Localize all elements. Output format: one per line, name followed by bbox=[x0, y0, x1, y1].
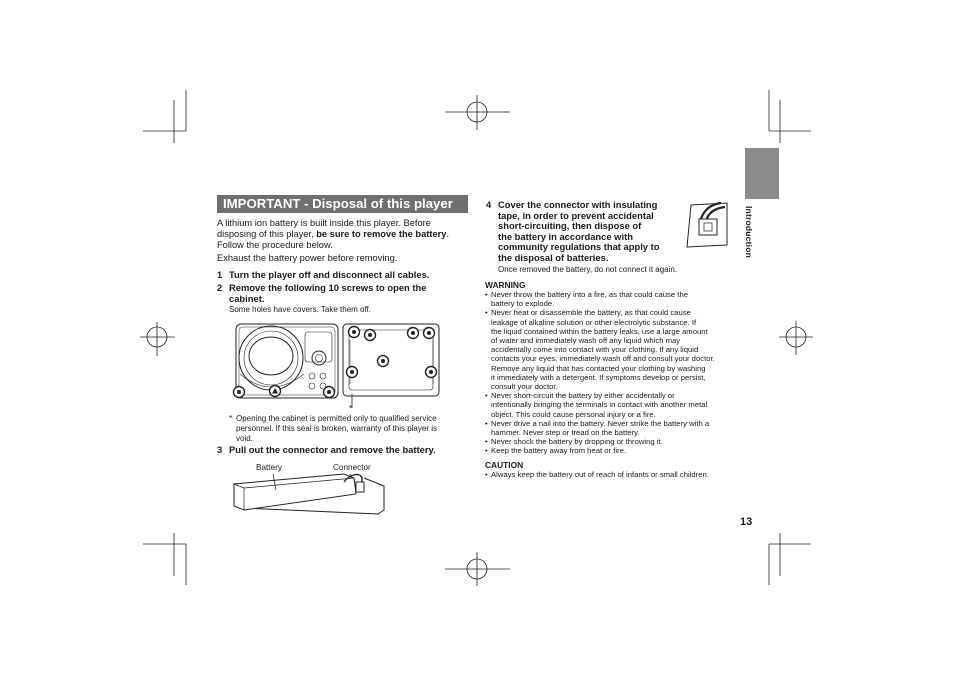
connector-icon bbox=[356, 482, 364, 492]
intro-line-2 bbox=[217, 229, 449, 240]
player-control-panel bbox=[305, 332, 332, 362]
player-display bbox=[249, 337, 293, 375]
warning-bullet bbox=[485, 290, 745, 310]
insulated-connector-figure bbox=[685, 197, 731, 249]
step-2-number: 2 bbox=[217, 282, 223, 293]
tape-icon bbox=[699, 219, 717, 235]
player-control-knob bbox=[312, 351, 326, 365]
warning-text: of water and immediately wash off any liquid which may bbox=[491, 335, 681, 345]
warning-text: Never shock the battery by dropping or throwing it. bbox=[491, 437, 663, 447]
bullet-icon: • bbox=[485, 470, 488, 479]
warning-bullet bbox=[485, 419, 745, 438]
player-button bbox=[309, 373, 315, 379]
step-1-number: 1 bbox=[217, 269, 223, 280]
intro-line-1: A lithium ion battery is built inside this player. Before bbox=[217, 218, 431, 228]
screw-head-icon bbox=[427, 331, 431, 335]
intro-text: disposing of this player, bbox=[217, 229, 317, 239]
section-tab bbox=[745, 148, 779, 199]
step-1 bbox=[217, 269, 477, 281]
warning-text: the liquid contained within the battery leaks, use a large amount bbox=[491, 326, 708, 336]
intro-period: . bbox=[446, 229, 450, 239]
step-2 bbox=[217, 282, 477, 306]
bullet-icon: • bbox=[485, 290, 488, 299]
step-4-line: Cover the connector with insulating bbox=[498, 199, 658, 210]
footnote-line-1: Opening the cabinet is permitted only to qualified service bbox=[236, 414, 437, 423]
player-rear-inner bbox=[349, 330, 433, 390]
warning-text: Keep the battery away from heat or fire. bbox=[491, 446, 627, 456]
seal-asterisk: * bbox=[349, 404, 353, 413]
step-4-number: 4 bbox=[486, 199, 492, 210]
screw-head-icon bbox=[381, 359, 385, 363]
screw-head-icon bbox=[429, 370, 433, 374]
bullet-icon: • bbox=[485, 418, 488, 428]
screw-head-icon bbox=[350, 370, 354, 374]
section-title: IMPORTANT - Disposal of this player bbox=[217, 195, 468, 213]
warning-text: Remove any liquid that has contacted your clothing by washing bbox=[491, 363, 706, 373]
intro-line-3: Follow the procedure below. bbox=[217, 240, 333, 250]
warning-text: object. This could cause personal injury or a fire. bbox=[491, 409, 656, 419]
step-4-line: the disposal of batteries. bbox=[498, 252, 609, 263]
caution-text: Always keep the battery out of reach of infants or small children. bbox=[491, 470, 709, 479]
battery-figure bbox=[228, 470, 388, 516]
warning-text: Never heat or disassemble the battery, as that could cause bbox=[491, 308, 691, 318]
warning-text: consult your doctor. bbox=[491, 381, 558, 391]
footnote-line-3: void. bbox=[236, 434, 253, 443]
bullet-icon: • bbox=[485, 391, 488, 401]
step-1-text: Turn the player off and disconnect all cables. bbox=[229, 269, 430, 280]
warning-text: Never drive a nail into the battery. Never strike the battery with a bbox=[491, 418, 710, 428]
connector-label: Connector bbox=[333, 463, 371, 472]
step-4-line: the battery in accordance with bbox=[498, 230, 633, 242]
warning-text: Never short-circuit the battery by either accidentally or bbox=[491, 391, 675, 401]
caution-heading: CAUTION bbox=[485, 460, 524, 470]
screw-head-icon bbox=[237, 390, 241, 394]
footnote-mark: * bbox=[229, 414, 233, 423]
caution-bullet bbox=[485, 470, 745, 480]
exhaust-note: Exhaust the battery power before removing. bbox=[217, 253, 398, 263]
warning-bullet bbox=[485, 446, 745, 456]
warning-text: contacts your eyes, immediately wash off and consult your doctor. bbox=[491, 354, 715, 364]
player-rear-rails bbox=[350, 340, 433, 384]
screw-head-icon bbox=[352, 330, 356, 334]
section-tab-text: Introduction bbox=[744, 206, 754, 258]
warning-text: accidentally come into contact with your clothing. If any liquid bbox=[491, 345, 699, 355]
step-4-line: tape, in order to prevent accidental bbox=[498, 209, 654, 221]
warning-text: hammer. Never step or tread on the battery. bbox=[491, 427, 640, 437]
warning-text: Never throw the battery into a fire, as that could cause the bbox=[491, 290, 688, 299]
step-2-note: Some holes have covers. Take them off. bbox=[229, 305, 372, 314]
footnote-line-2: personnel. If this seal is broken, warranty of this player is bbox=[236, 424, 437, 433]
bullet-icon: • bbox=[485, 446, 488, 456]
cabinet-screws-figure bbox=[228, 318, 448, 418]
step-3-text: Pull out the connector and remove the battery. bbox=[229, 444, 436, 455]
warning-text: intentionally bringing the terminals in contact with another metal bbox=[491, 400, 708, 410]
warning-text: it immediately with a detergent. If symptoms develop or persist, bbox=[491, 372, 706, 382]
step-3-number: 3 bbox=[217, 444, 223, 455]
step-2-text-line-1: Remove the following 10 screws to open the bbox=[229, 282, 427, 293]
player-control-knob-center bbox=[316, 355, 323, 362]
warning-bullet bbox=[485, 308, 745, 392]
warning-bullet bbox=[485, 391, 745, 419]
intro-emphasis: be sure to remove the battery bbox=[316, 229, 447, 239]
step-4-line: short-circuiting, then dispose of bbox=[498, 220, 642, 232]
step-3 bbox=[217, 444, 477, 456]
bullet-icon: • bbox=[485, 308, 488, 318]
warning-text: leakage of alkaline solution or other electrolytic substance. If bbox=[491, 317, 697, 327]
page-number: 13 bbox=[740, 516, 753, 528]
step-2-text-line-2: cabinet. bbox=[229, 293, 265, 304]
warning-text: battery to explode. bbox=[491, 299, 555, 309]
player-button bbox=[320, 373, 326, 379]
step-4-note: Once removed the battery, do not connect it again. bbox=[498, 265, 678, 274]
section-tab-label bbox=[742, 206, 758, 266]
step-4 bbox=[486, 199, 686, 269]
player-button bbox=[309, 383, 315, 389]
screw-head-icon bbox=[368, 333, 372, 337]
bullet-icon: • bbox=[485, 437, 488, 447]
screw-head-icon bbox=[411, 331, 415, 335]
screw-head-icon bbox=[327, 390, 331, 394]
battery-label: Battery bbox=[256, 463, 282, 472]
step-4-line: community regulations that apply to bbox=[498, 241, 660, 253]
warning-heading: WARNING bbox=[485, 280, 526, 290]
